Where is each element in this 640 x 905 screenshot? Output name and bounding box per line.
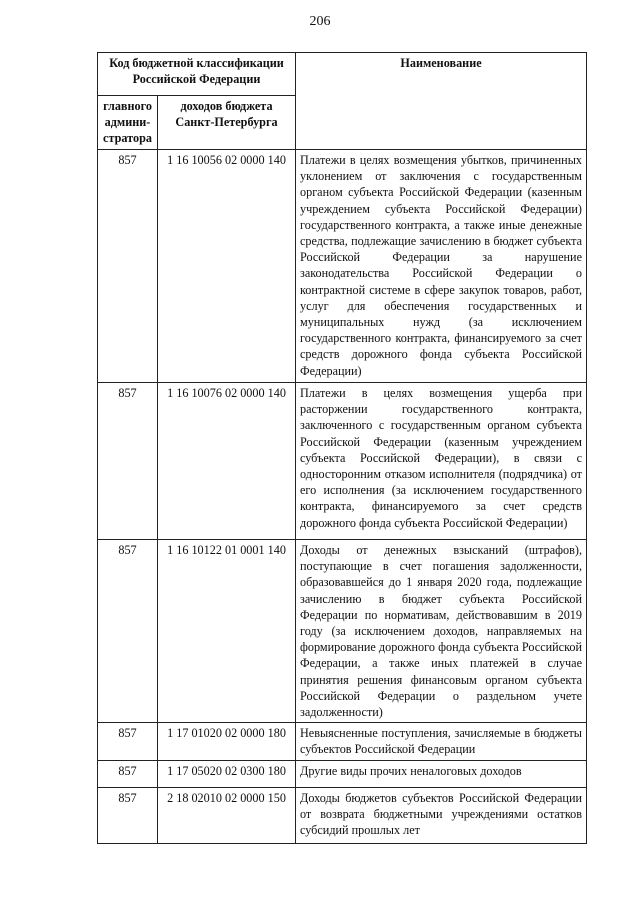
cell-admin: 857 [98, 150, 158, 383]
cell-admin: 857 [98, 760, 158, 787]
cell-admin: 857 [98, 723, 158, 760]
header-row [98, 53, 587, 96]
table-row [98, 787, 587, 843]
cell-code: 1 17 05020 02 0300 180 [158, 760, 296, 787]
cell-name: Платежи в целях возмещения убытков, причиненных уклонением от заключения с государственным органом субъекта Российской Федерации (казенным учреждением субъекта Российской Федерации) государственного контракта, а также иные денежные средства, подлежащие зачислению в бюджет субъекта Российской Федерации за нарушение законодательства Российской Федерации о контрактной системе в сфере закупок товаров, работ, услуг для обеспечения государственных и муниципальных нужд (за исключением государственного контракта, финансируемого за счет средств дорожного фонда субъекта Российской Федерации) [296, 150, 587, 383]
cell-admin: 857 [98, 540, 158, 723]
header-code-group: Код бюджетной классификации Российской Федерации [98, 53, 296, 96]
header-income: доходов бюджета Санкт-Петербурга [158, 96, 296, 150]
cell-name: Доходы бюджетов субъектов Российской Федерации от возврата бюджетными учреждениями остатков субсидий прошлых лет [296, 787, 587, 843]
cell-code: 1 16 10056 02 0000 140 [158, 150, 296, 383]
cell-name: Невыясненные поступления, зачисляемые в бюджеты субъектов Российской Федерации [296, 723, 587, 760]
table-row [98, 760, 587, 787]
page-number: 206 [309, 14, 331, 29]
header-admin: главного админи-стратора [98, 96, 158, 150]
table-row [98, 383, 587, 540]
table-row [98, 723, 587, 760]
cell-code: 1 16 10076 02 0000 140 [158, 383, 296, 540]
cell-name: Платежи в целях возмещения ущерба при расторжении государственного контракта, заключенного с государственным органом субъекта Российской Федерации (казенным учреждением субъекта Российской Федерации), в связи с односторонним отказом исполнителя (подрядчика) от его исполнения (за исключением государственного контракта, финансируемого за счет средств дорожного фонда субъекта Российской Федерации) [296, 383, 587, 540]
budget-classification-table [97, 52, 587, 844]
cell-name: Другие виды прочих неналоговых доходов [296, 760, 587, 787]
header-name: Наименование [296, 53, 587, 150]
cell-name: Доходы от денежных взысканий (штрафов), поступающие в счет погашения задолженности, образовавшейся до 1 января 2020 года, подлежащие зачислению в бюджет субъекта Российской Федерации по нормативам, действовавшим в 2019 году (за исключением доходов, направляемых на формирование дорожного фонда субъекта Российской Федерации, а также иных платежей в случае принятия решения финансовым органом субъекта Российской Федерации о раздельном учете задолженности) [296, 540, 587, 723]
table-row [98, 540, 587, 723]
cell-admin: 857 [98, 383, 158, 540]
cell-code: 1 17 01020 02 0000 180 [158, 723, 296, 760]
cell-code: 2 18 02010 02 0000 150 [158, 787, 296, 843]
cell-code: 1 16 10122 01 0001 140 [158, 540, 296, 723]
cell-admin: 857 [98, 787, 158, 843]
table-row [98, 150, 587, 383]
